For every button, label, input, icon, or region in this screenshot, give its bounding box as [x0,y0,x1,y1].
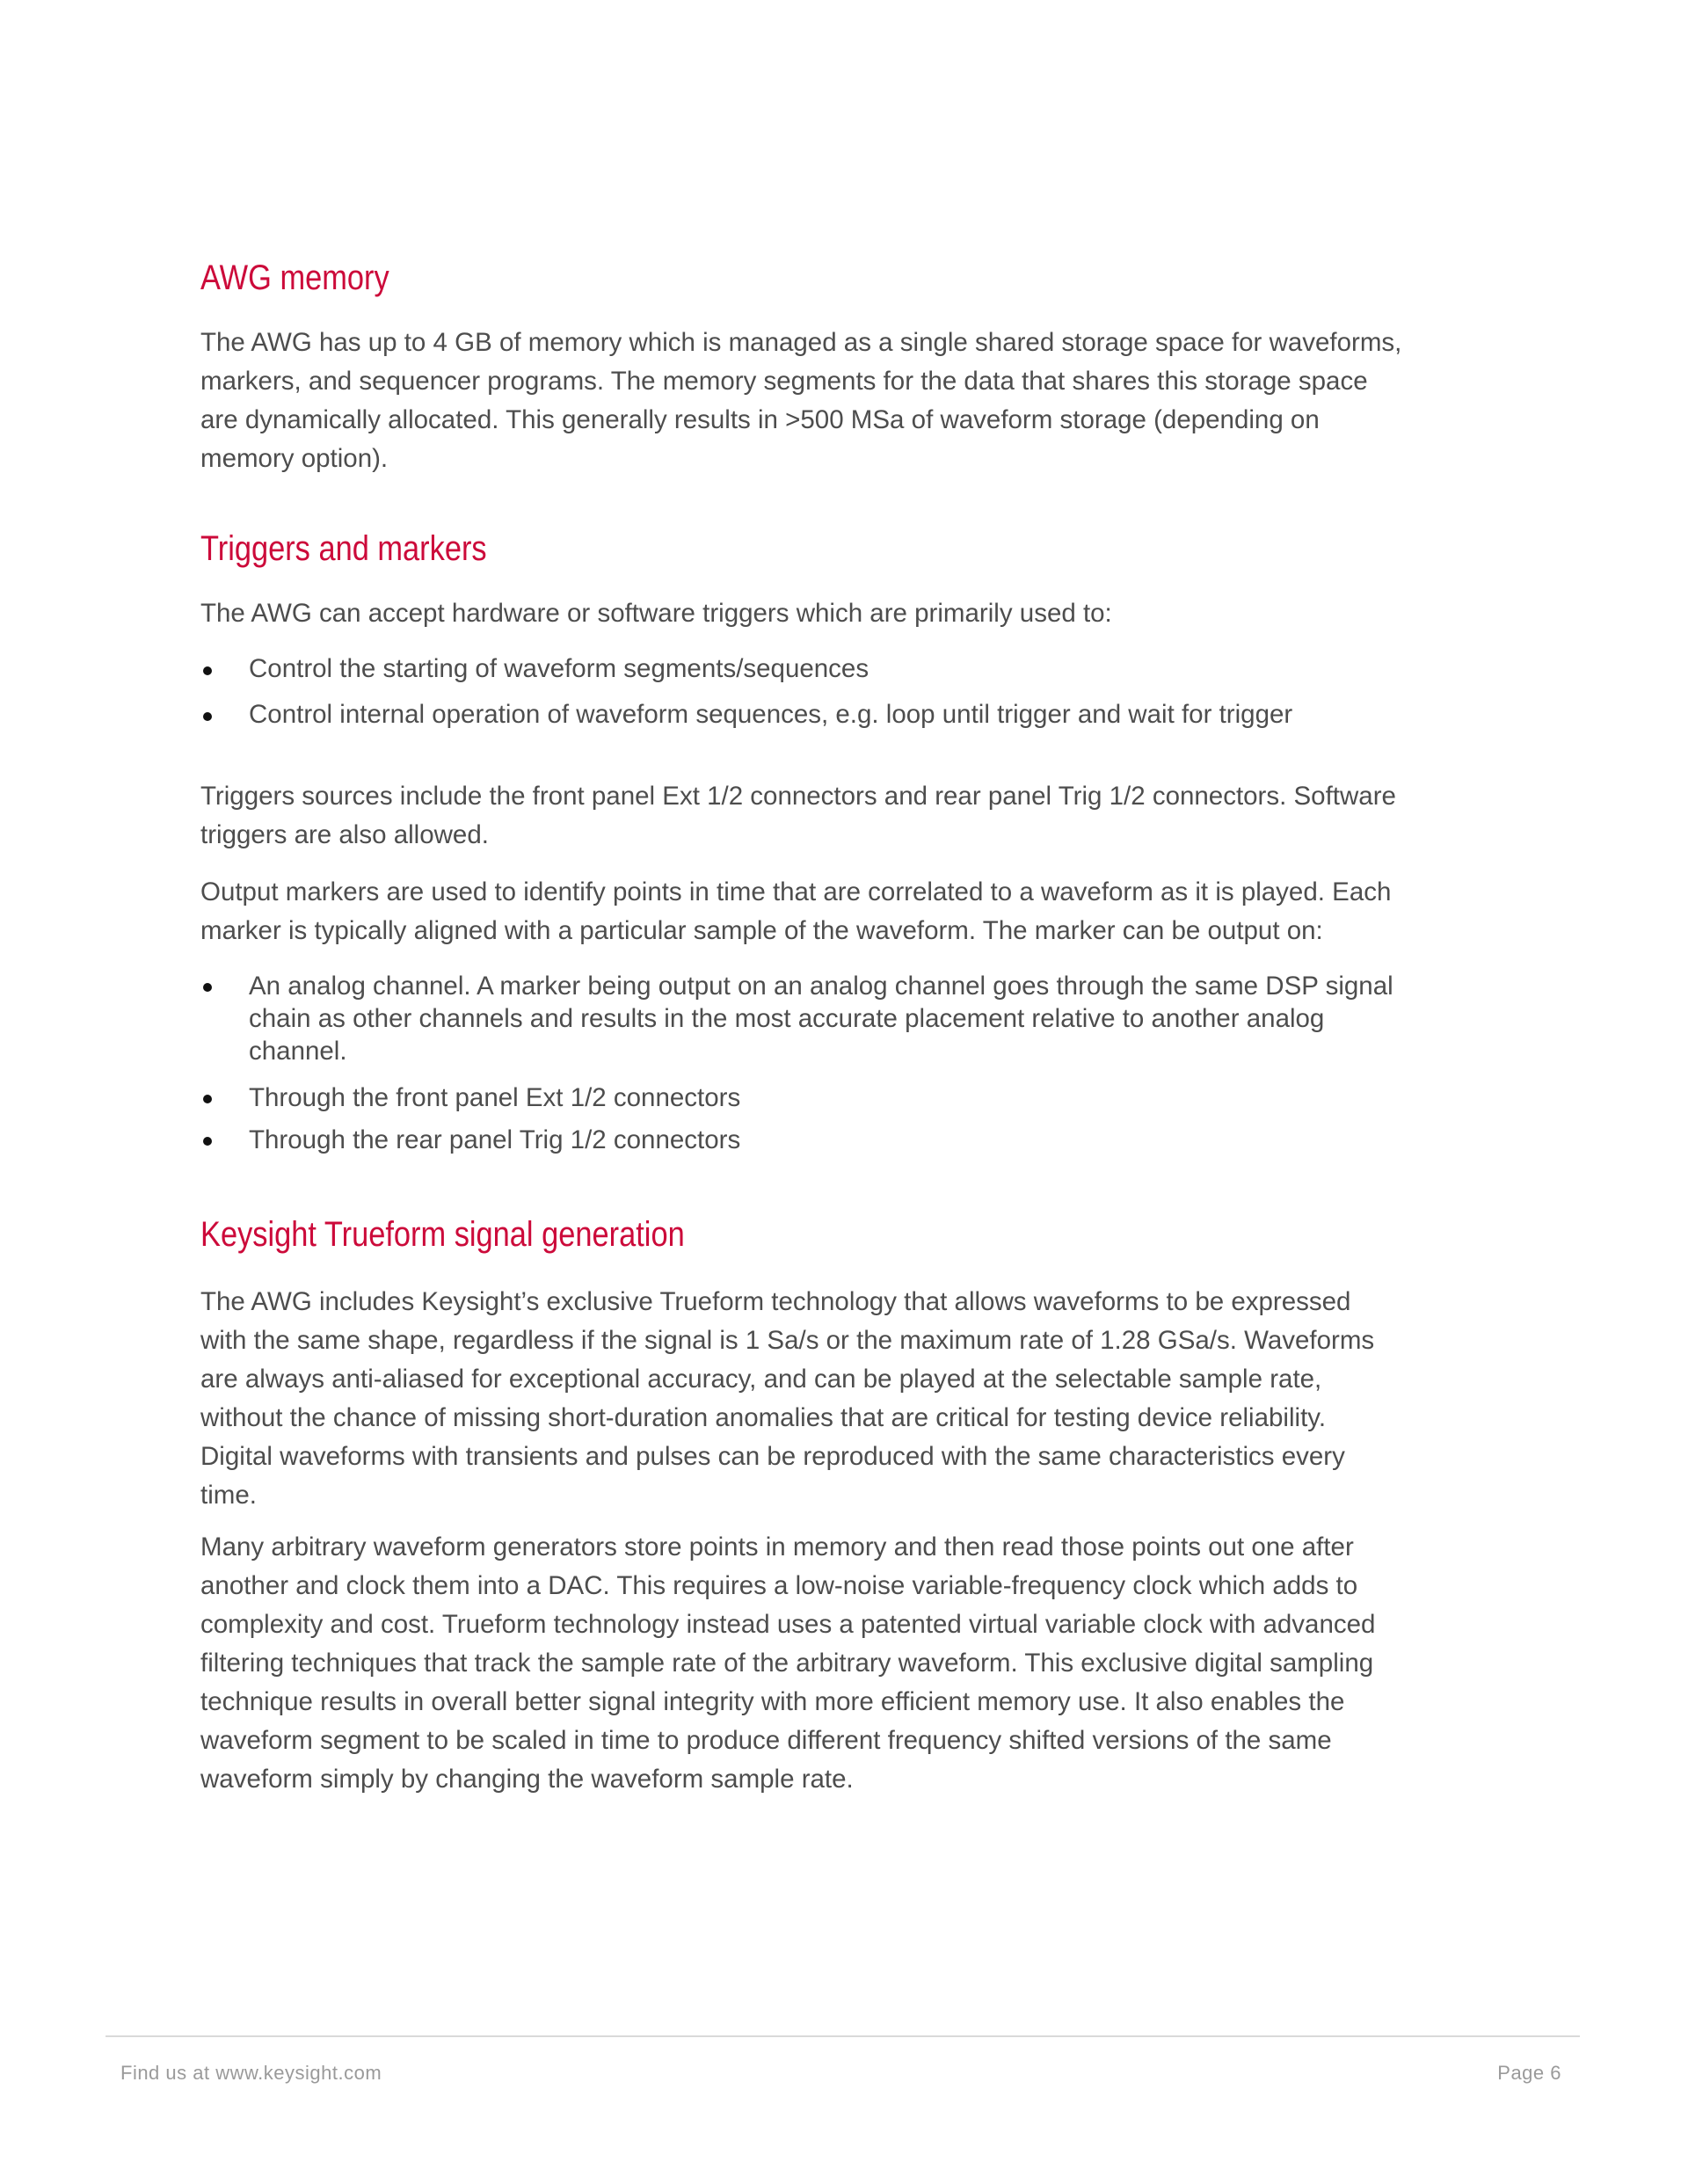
list-item-text: Through the rear panel Trig 1/2 connectors [249,1125,741,1154]
list-item-text: chain as other channels and results in the most accurate placement relative to another analog [249,1004,1325,1033]
footer-divider [106,2035,1580,2037]
text-line: triggers are also allowed. [200,820,489,849]
text-line: waveform segment to be scaled in time to produce different frequency shifted versions of the same [200,1726,1332,1755]
output-markers-paragraph [200,873,1519,950]
list-item-text: Control internal operation of waveform sequences, e.g. loop until trigger and wait for trigger [249,700,1293,729]
text-line: marker is typically aligned with a particular sample of the waveform. The marker can be output on: [200,916,1323,945]
text-line: complexity and cost. Trueform technology instead uses a patented virtual variable clock with advanced [200,1610,1376,1639]
text-line: without the chance of missing short-duration anomalies that are critical for testing device reliability. [200,1403,1327,1432]
trigger-sources-paragraph [200,777,1519,855]
footer-website-link[interactable]: Find us at www.keysight.com [120,2062,382,2084]
awg-memory-paragraph [200,324,1519,478]
bullet-icon [203,712,212,721]
list-item-text: An analog channel. A marker being output on an analog channel goes through the same DSP signal [249,972,1393,1001]
section-heading-trueform: Keysight Trueform signal generation [200,1215,685,1254]
text-line: The AWG has up to 4 GB of memory which is managed as a single shared storage space for waveforms, [200,328,1402,357]
text-line: another and clock them into a DAC. This requires a low-noise variable-frequency clock which adds to [200,1571,1358,1600]
bullet-icon [203,1095,212,1103]
list-item-text: Control the starting of waveform segments/sequences [249,654,869,683]
text-line: technique results in overall better signal integrity with more efficient memory use. It also enables the [200,1687,1345,1716]
text-line: The AWG includes Keysight’s exclusive Trueform technology that allows waveforms to be expressed [200,1287,1351,1316]
text-line: Triggers sources include the front panel Ext 1/2 connectors and rear panel Trig 1/2 connectors. Software [200,782,1396,811]
bullet-icon [203,983,212,992]
text-line: Digital waveforms with transients and pulses can be reproduced with the same characteristics every [200,1442,1345,1471]
text-line: markers, and sequencer programs. The memory segments for the data that shares this storage space [200,367,1368,396]
text-line: time. [200,1481,257,1510]
triggers-intro-paragraph [200,594,1519,633]
text-line: filtering techniques that track the sample rate of the arbitrary waveform. This exclusive digital sampling [200,1649,1374,1678]
text-line: Output markers are used to identify points in time that are correlated to a waveform as it is played. Each [200,877,1392,906]
bullet-icon [203,1137,212,1146]
list-item-text: channel. [249,1037,347,1066]
text-line: with the same shape, regardless if the signal is 1 Sa/s or the maximum rate of 1.28 GSa/s. Waveforms [200,1326,1375,1355]
list-item-text: Through the front panel Ext 1/2 connectors [249,1083,741,1112]
trueform-paragraph-2 [200,1528,1519,1799]
page-number: Page 6 [1497,2062,1561,2084]
section-heading-triggers-and-markers: Triggers and markers [200,529,487,568]
text-line: Many arbitrary waveform generators store points in memory and then read those points out one after [200,1532,1354,1562]
text-line: The AWG can accept hardware or software triggers which are primarily used to: [200,599,1112,628]
text-line: are dynamically allocated. This generally results in >500 MSa of waveform storage (depending on [200,405,1320,434]
section-heading-awg-memory: AWG memory [200,258,389,297]
text-line: memory option). [200,444,389,473]
text-line: are always anti-aliased for exceptional accuracy, and can be played at the selectable sample rate, [200,1365,1322,1394]
trueform-paragraph-1 [200,1283,1519,1515]
text-line: waveform simply by changing the waveform sample rate. [200,1765,854,1794]
bullet-icon [203,666,212,675]
